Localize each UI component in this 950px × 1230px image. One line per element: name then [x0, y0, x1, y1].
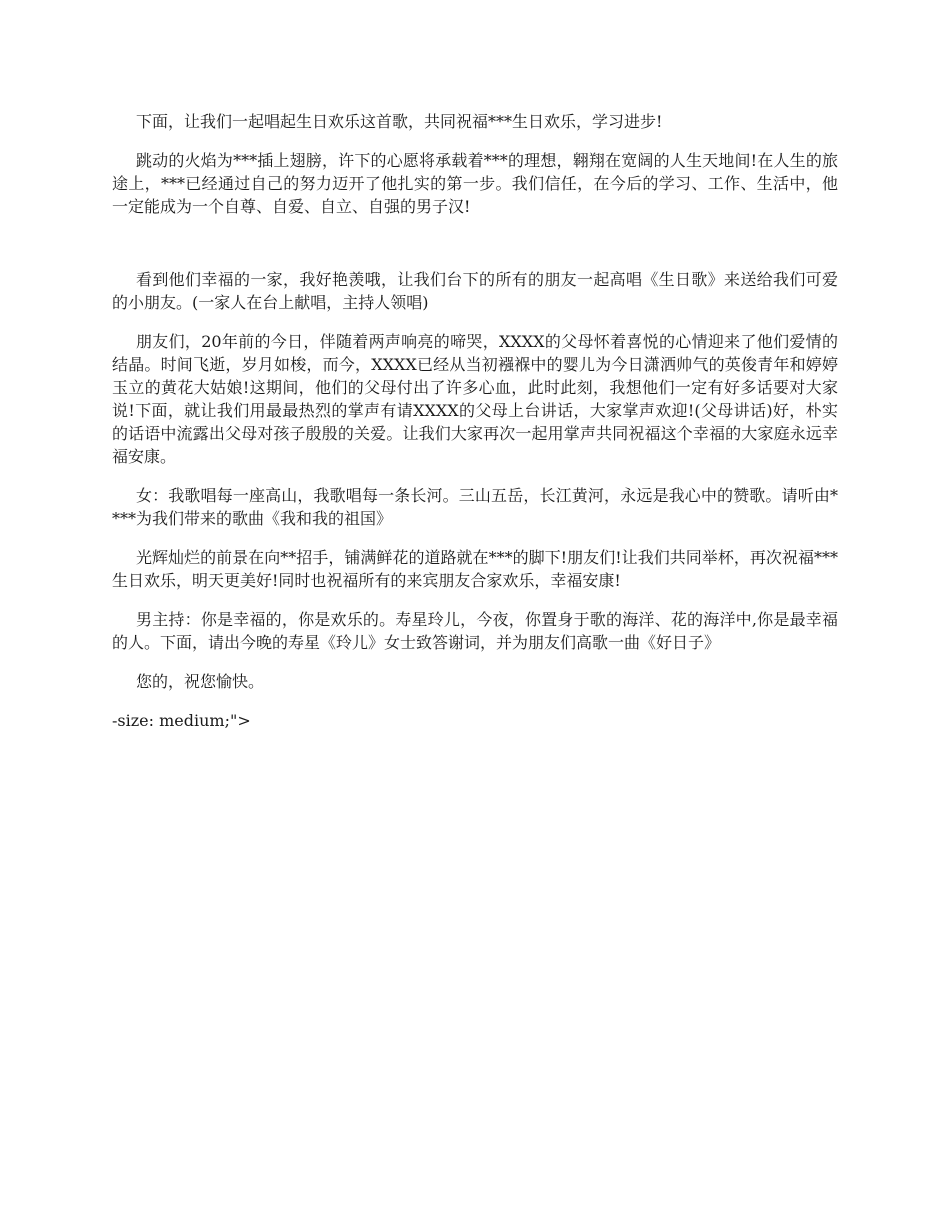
paragraph-toast: 光辉灿烂的前景在向**招手，铺满鲜花的道路就在***的脚下!朋友们!让我们共同举杯，再次祝福***生日欢乐，明天更美好!同时也祝福所有的来宾朋友合家欢乐，幸福安康!: [112, 548, 838, 590]
paragraph-female-host: 女：我歌唱每一座高山，我歌唱每一条长河。三山五岳，长江黄河，永远是我心中的赞歌。请听由****为我们带来的歌曲《我和我的祖国》: [112, 486, 838, 528]
paragraph-birthday-song: 下面，让我们一起唱起生日欢乐这首歌，共同祝福***生日欢乐，学习进步!: [136, 112, 663, 131]
paragraph-parents-speech: 朋友们，20年前的今日，伴随着两声响亮的啼哭，XXXX的父母怀着喜悦的心情迎来了他们爱情的结晶。时间飞逝，岁月如梭，而今，XXXX已经从当初襁褓中的婴儿为今日潇洒帅气的英俊青年和婷婷玉立的黄花大姑娘!这期间，他们的父母付出了许多心血，此时此刻，我想他们一定有好多话要对大家说!下面，就让我们用最最热烈的掌声有请XXXX的父母上台讲话，大家掌声欢迎!(父母讲话)好，朴实的话语中流露出父母对孩子殷殷的关爱。让我们大家再次一起用掌声共同祝福这个幸福的大家庭永远幸福安康。: [112, 332, 838, 466]
paragraph-male-host: 男主持：你是幸福的，你是欢乐的。寿星玲儿，今夜，你置身于歌的海洋、花的海洋中,你是最幸福的人。下面，请出今晚的寿星《玲儿》女士致答谢词，并为朋友们高歌一曲《好日子》: [112, 610, 838, 652]
document-body: [112, 110, 838, 732]
paragraph-closing: 您的，祝您愉快。: [136, 672, 265, 691]
paragraph-candle-wish: 跳动的火焰为***插上翅膀，许下的心愿将承载着***的理想，翱翔在宽阔的人生天地间!在人生的旅途上，***已经通过自己的努力迈开了他扎实的第一步。我们信任，在今后的学习、工作、生活中，他一定能成为一个自尊、自爱、自立、自强的男子汉!: [112, 151, 838, 216]
trailing-code-fragment: -size: medium;">: [112, 711, 251, 730]
paragraph-family-song: 看到他们幸福的一家，我好艳羡哦，让我们台下的所有的朋友一起高唱《生日歌》来送给我们可爱的小朋友。(一家人在台上献唱，主持人领唱): [112, 270, 838, 312]
